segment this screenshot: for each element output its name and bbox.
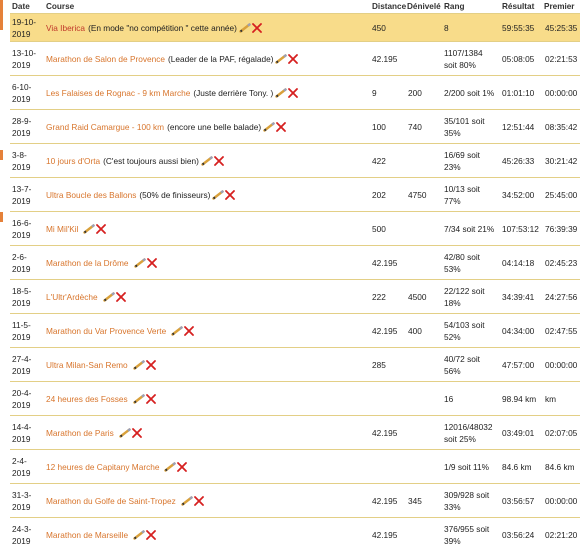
- row-denivele: [408, 14, 444, 41]
- course-link[interactable]: Marathon de Paris: [46, 427, 114, 438]
- row-distance: 500: [372, 223, 386, 234]
- row-course: [46, 314, 368, 347]
- row-denivele: 345: [408, 495, 422, 506]
- row-distance: 285: [372, 359, 386, 370]
- row-resultat: 47:57:00: [502, 359, 535, 370]
- row-course: [46, 42, 368, 75]
- row-premier: 24:27:56: [545, 291, 578, 302]
- row-rang: 54/103 soit 52%: [444, 319, 485, 342]
- row-premier: 45:25:35: [545, 22, 578, 33]
- row-date: 27-4- 2019: [12, 353, 32, 376]
- row-distance: 100: [372, 121, 386, 132]
- table-row: [10, 211, 580, 245]
- pencil-icon[interactable]: [181, 496, 194, 506]
- row-rang: 22/122 soit 18%: [444, 285, 485, 308]
- row-premier: 00:00:00: [545, 87, 578, 98]
- delete-icon[interactable]: [116, 292, 126, 302]
- row-distance: 42.195: [372, 53, 398, 64]
- row-denivele: 4750: [408, 189, 427, 200]
- table-row: [10, 517, 580, 551]
- header-date: Date: [12, 2, 30, 11]
- row-date: 28-9- 2019: [12, 115, 32, 138]
- row-distance: 450: [372, 22, 386, 33]
- course-link[interactable]: 24 heures des Fosses: [46, 393, 128, 404]
- delete-icon[interactable]: [96, 224, 106, 234]
- row-course: [46, 518, 368, 551]
- row-distance: 9: [372, 87, 377, 98]
- row-rang: 1/9 soit 11%: [444, 461, 490, 472]
- row-course: [46, 110, 368, 143]
- row-premier: 00:00:00: [545, 359, 578, 370]
- row-resultat: 98.94 km: [502, 393, 537, 404]
- course-comment: (En mode "no compétition " cette année): [88, 22, 237, 33]
- row-resultat: 04:34:00: [502, 325, 535, 336]
- left-edge-marker: [0, 0, 3, 30]
- pencil-icon[interactable]: [275, 88, 288, 98]
- row-resultat: 34:52:00: [502, 189, 535, 200]
- row-rang: 12016/48032 soit 25%: [444, 421, 493, 444]
- delete-icon[interactable]: [177, 462, 187, 472]
- table-row: [10, 483, 580, 517]
- left-edge-marker: [0, 150, 3, 160]
- row-date: 19-10- 2019: [12, 16, 36, 39]
- pencil-icon[interactable]: [201, 156, 214, 166]
- row-date: 31-3- 2019: [12, 489, 32, 512]
- delete-icon[interactable]: [147, 258, 157, 268]
- row-denivele: 740: [408, 121, 422, 132]
- row-resultat: 03:56:57: [502, 495, 535, 506]
- row-resultat: 34:39:41: [502, 291, 535, 302]
- row-rang: 16: [444, 393, 454, 404]
- delete-icon[interactable]: [252, 23, 262, 33]
- table-row: [10, 381, 580, 415]
- row-date: 14-4- 2019: [12, 421, 32, 444]
- row-distance: 42.195: [372, 325, 398, 336]
- row-course: [46, 280, 368, 313]
- row-resultat: 03:49:01: [502, 427, 535, 438]
- header-resultat: Résultat: [502, 2, 535, 11]
- table-row: [10, 109, 580, 143]
- table-row: [10, 347, 580, 381]
- row-course: [46, 14, 368, 41]
- table-row: [10, 13, 580, 41]
- delete-icon[interactable]: [288, 88, 298, 98]
- course-comment: (encore une belle balade): [167, 121, 262, 132]
- row-premier: 02:21:53: [545, 53, 578, 64]
- course-link[interactable]: 10 jours d'Orta: [46, 155, 101, 166]
- row-date: 2-4- 2019: [12, 455, 31, 478]
- pencil-icon[interactable]: [83, 224, 96, 234]
- header-denivele: Dénivelé: [407, 2, 441, 11]
- row-distance: 422: [372, 155, 386, 166]
- row-resultat: 107:53:12: [502, 223, 539, 234]
- row-rang: 309/928 soit 33%: [444, 489, 490, 512]
- row-course: [46, 246, 368, 279]
- row-distance: [372, 450, 408, 483]
- row-rang: 7/34 soit 21%: [444, 223, 495, 234]
- row-resultat: 03:56:24: [502, 529, 535, 540]
- pencil-icon[interactable]: [134, 258, 147, 268]
- row-denivele: [408, 382, 444, 415]
- course-link[interactable]: Marathon de la Drôme: [46, 257, 129, 268]
- delete-icon[interactable]: [132, 428, 142, 438]
- pencil-icon[interactable]: [275, 54, 288, 64]
- pencil-icon[interactable]: [171, 326, 184, 336]
- row-date: 24-3- 2019: [12, 523, 32, 546]
- row-date: 2-6- 2019: [12, 251, 31, 274]
- row-denivele: [408, 246, 444, 279]
- row-rang: 376/955 soit 39%: [444, 523, 490, 546]
- row-premier: 25:45:00: [545, 189, 578, 200]
- header-premier: Premier: [544, 2, 575, 11]
- table-row: [10, 75, 580, 109]
- row-denivele: 400: [408, 325, 422, 336]
- header-rang: Rang: [444, 2, 465, 11]
- delete-icon[interactable]: [214, 156, 224, 166]
- pencil-icon[interactable]: [164, 462, 177, 472]
- row-rang: 40/72 soit 56%: [444, 353, 480, 376]
- delete-icon[interactable]: [146, 360, 156, 370]
- row-premier: 02:47:55: [545, 325, 578, 336]
- left-edge-marker: [0, 212, 3, 222]
- course-comment: (Juste derrière Tony. ): [193, 87, 274, 98]
- row-denivele: [408, 416, 444, 449]
- row-denivele: [408, 42, 444, 75]
- row-resultat: 84.6 km: [502, 461, 532, 472]
- delete-icon[interactable]: [184, 326, 194, 336]
- table-row: [10, 177, 580, 211]
- pencil-icon[interactable]: [212, 190, 225, 200]
- course-link[interactable]: Marathon du Var Provence Verte: [46, 325, 167, 336]
- row-premier: km: [545, 393, 557, 404]
- row-distance: 202: [372, 189, 386, 200]
- row-rang: 35/101 soit 35%: [444, 115, 485, 138]
- row-course: [46, 484, 368, 517]
- row-denivele: 200: [408, 87, 422, 98]
- row-denivele: [408, 144, 444, 177]
- row-course: [46, 178, 368, 211]
- row-resultat: 59:55:35: [502, 22, 535, 33]
- course-link[interactable]: Mi Mil'Kil: [46, 223, 79, 234]
- course-comment: (C'est toujours aussi bien): [103, 155, 199, 166]
- row-course: [46, 212, 368, 245]
- row-course: [46, 76, 368, 109]
- row-rang: 42/80 soit 53%: [444, 251, 480, 274]
- pencil-icon[interactable]: [263, 122, 276, 132]
- pencil-icon[interactable]: [133, 394, 146, 404]
- pencil-icon[interactable]: [239, 23, 252, 33]
- row-denivele: [408, 518, 444, 551]
- table-header: [10, 0, 580, 13]
- row-resultat: 12:51:44: [502, 121, 535, 132]
- table-row: [10, 449, 580, 483]
- row-date: 6-10- 2019: [12, 81, 32, 104]
- row-denivele: [408, 450, 444, 483]
- row-resultat: 45:26:33: [502, 155, 535, 166]
- row-premier: 02:21:20: [545, 529, 578, 540]
- delete-icon[interactable]: [225, 190, 235, 200]
- row-rang: 8: [444, 22, 449, 33]
- table-row: [10, 245, 580, 279]
- course-link[interactable]: Les Falaises de Rognac - 9 km Marche: [46, 87, 191, 98]
- row-course: [46, 348, 368, 381]
- row-rang: 1107/1384 soit 80%: [444, 47, 483, 70]
- course-link[interactable]: L'Ultr'Ardèche: [46, 291, 98, 302]
- row-distance: 42.195: [372, 529, 398, 540]
- row-distance: 222: [372, 291, 386, 302]
- row-course: [46, 416, 368, 449]
- course-link[interactable]: Marathon de Marseille: [46, 529, 129, 540]
- table-row: [10, 279, 580, 313]
- course-link[interactable]: Marathon de Salon de Provence: [46, 53, 166, 64]
- row-resultat: 01:01:10: [502, 87, 535, 98]
- course-link[interactable]: Grand Raid Camargue - 100 km: [46, 121, 165, 132]
- row-course: [46, 450, 368, 483]
- row-date: 11-5- 2019: [12, 319, 31, 342]
- row-denivele: 4500: [408, 291, 427, 302]
- pencil-icon[interactable]: [103, 292, 116, 302]
- row-date: 13-7- 2019: [12, 183, 32, 206]
- table-row: [10, 41, 580, 75]
- table-row: [10, 415, 580, 449]
- row-rang: 2/200 soit 1%: [444, 87, 495, 98]
- pencil-icon[interactable]: [119, 428, 132, 438]
- row-date: 20-4- 2019: [12, 387, 32, 410]
- course-link[interactable]: 12 heures de Capitany Marche: [46, 461, 160, 472]
- row-premier: 84.6 km: [545, 461, 575, 472]
- course-comment: (Leader de la PAF, régalade): [168, 53, 274, 64]
- row-premier: 02:07:05: [545, 427, 578, 438]
- row-date: 16-6- 2019: [12, 217, 32, 240]
- row-resultat: 04:14:18: [502, 257, 535, 268]
- course-link[interactable]: Ultra Boucle des Ballons: [46, 189, 137, 200]
- row-denivele: [408, 212, 444, 245]
- row-course: [46, 144, 368, 177]
- row-premier: 76:39:39: [545, 223, 578, 234]
- row-distance: [372, 382, 408, 415]
- course-link[interactable]: Ultra Milan-San Remo: [46, 359, 128, 370]
- delete-icon[interactable]: [276, 122, 286, 132]
- row-distance: 42.195: [372, 427, 398, 438]
- row-date: 3-8- 2019: [12, 149, 31, 172]
- course-link[interactable]: Via Iberica: [46, 22, 86, 33]
- row-rang: 10/13 soit 77%: [444, 183, 480, 206]
- row-premier: 30:21:42: [545, 155, 578, 166]
- row-resultat: 05:08:05: [502, 53, 535, 64]
- table-row: [10, 313, 580, 347]
- row-rang: 16/69 soit 23%: [444, 149, 480, 172]
- row-distance: 42.195: [372, 257, 398, 268]
- row-denivele: [408, 348, 444, 381]
- table-row: [10, 143, 580, 177]
- course-comment: (50% de finisseurs): [139, 189, 211, 200]
- pencil-icon[interactable]: [133, 360, 146, 370]
- row-premier: 08:35:42: [545, 121, 578, 132]
- row-date: 13-10- 2019: [12, 47, 36, 70]
- results-table: [10, 0, 580, 551]
- course-link[interactable]: Marathon du Golfe de Saint-Tropez: [46, 495, 176, 506]
- table-body: [10, 13, 580, 551]
- header-distance: Distance: [372, 2, 407, 11]
- delete-icon[interactable]: [146, 530, 156, 540]
- delete-icon[interactable]: [288, 54, 298, 64]
- row-course: [46, 382, 368, 415]
- header-course: Course: [46, 2, 75, 11]
- row-distance: 42.195: [372, 495, 398, 506]
- delete-icon[interactable]: [146, 394, 156, 404]
- row-premier: 00:00:00: [545, 495, 578, 506]
- row-date: 18-5- 2019: [12, 285, 32, 308]
- delete-icon[interactable]: [194, 496, 204, 506]
- pencil-icon[interactable]: [133, 530, 146, 540]
- row-premier: 02:45:23: [545, 257, 578, 268]
